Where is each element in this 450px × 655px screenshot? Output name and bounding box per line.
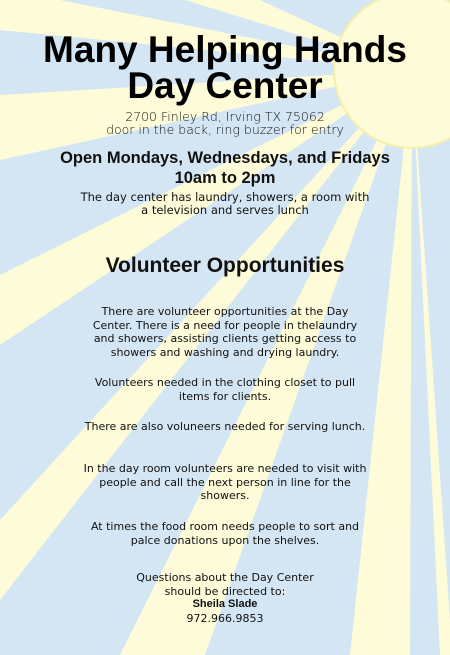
title-line-2: Day Center [127,65,323,106]
address-line-1: 2700 Finley Rd, Irving TX 75062 [125,109,325,124]
contact-phone: 972.966.9853 [186,611,264,625]
contact-block [100,571,350,625]
volunteer-paragraph: There are also voluneers needed for serving lunch. [84,420,366,433]
open-days: Open Mondays, Wednesdays, and Fridays [60,149,390,167]
center-description: The day center has laundry, showers, a room with a television and serves lunch [80,190,370,217]
volunteer-heading: Volunteer Opportunities [105,254,345,277]
contact-name: Sheila Slade [192,598,258,610]
volunteer-paragraph: There are volunteer opportunities at the Day Center. There is a need for people in thelaundry and showers, assisting clients getting access to showers and washing and drying laundry. [92,305,358,359]
contact-line-2: should be directed to: [164,584,286,598]
title-line-1: Many Helping Hands [43,29,407,70]
address-line-2: door in the back, ring buzzer for entry [106,122,344,137]
open-time: 10am to 2pm [174,169,276,187]
volunteer-paragraph: In the day room volunteers are needed to visit with people and call the next person in line for the showers. [83,462,367,502]
volunteer-paragraph: At times the food room needs people to sort and palce donations upon the shelves. [90,520,360,547]
contact-line-1: Questions about the Day Center [136,571,314,584]
volunteer-paragraph: Volunteers needed in the clothing closet to pull items for clients. [94,376,356,403]
